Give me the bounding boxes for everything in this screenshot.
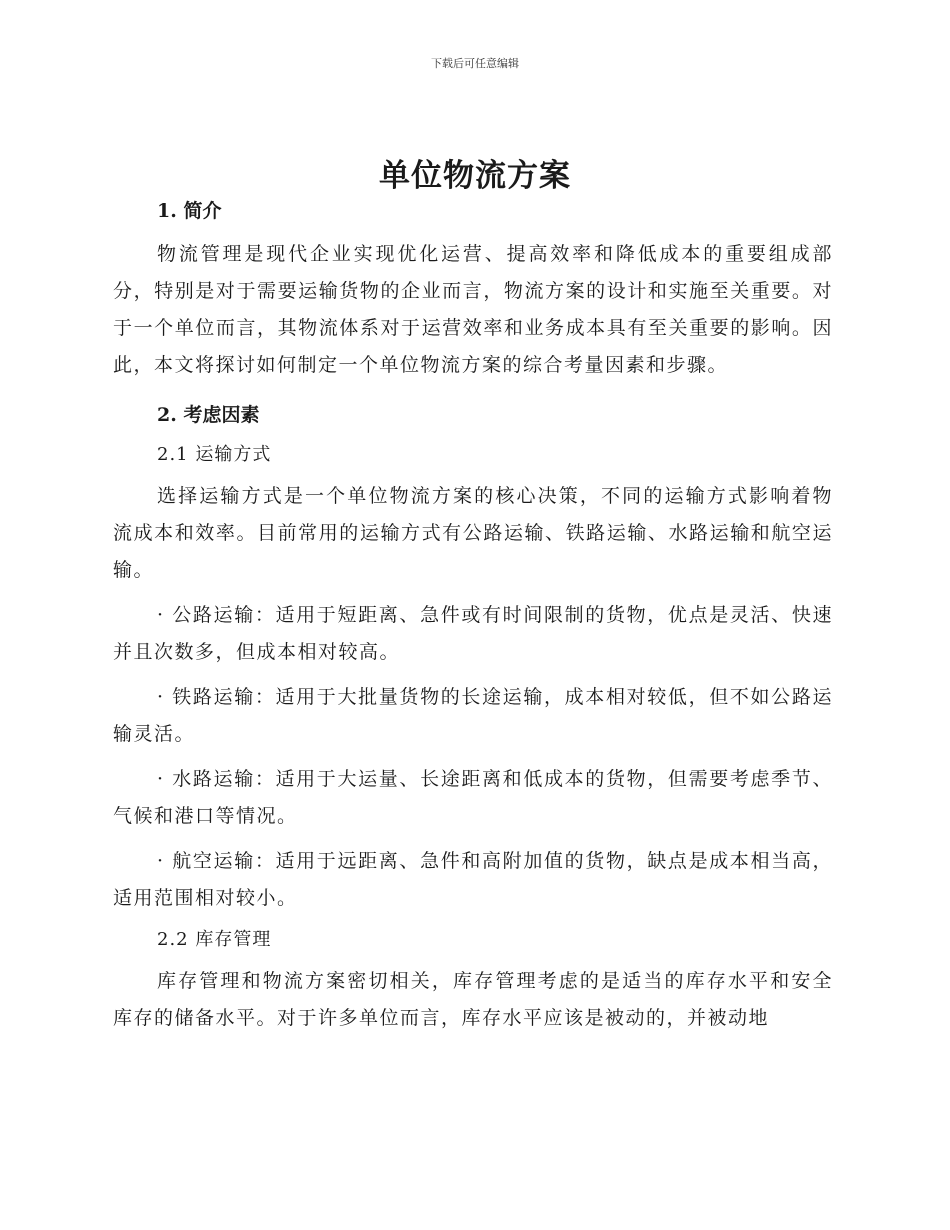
inventory-paragraph: 库存管理和物流方案密切相关，库存管理考虑的是适当的库存水平和安全库存的储备水平。对于许多单位而言，库存水平应该是被动的，并被动地 xyxy=(113,970,833,1029)
document-body xyxy=(113,196,833,1045)
subsection-heading-transport: 2.1 运输方式 xyxy=(157,444,272,465)
bullet-rail: · 铁路运输：适用于大批量货物的长途运输，成本相对较低，但不如公路运输灵活。 xyxy=(113,686,833,745)
bullet-water: · 水路运输：适用于大运量、长途距离和低成本的货物，但需要考虑季节、气候和港口等情况。 xyxy=(113,768,833,827)
intro-paragraph: 物流管理是现代企业实现优化运营、提高效率和降低成本的重要组成部分，特别是对于需要运输货物的企业而言，物流方案的设计和实施至关重要。对于一个单位而言，其物流体系对于运营效率和业务成本具有至关重要的影响。因此，本文将探讨如何制定一个单位物流方案的综合考量因素和步骤。 xyxy=(113,243,833,376)
bullet-road: · 公路运输：适用于短距离、急件或有时间限制的货物，优点是灵活、快速并且次数多，但成本相对较高。 xyxy=(113,604,833,663)
subsection-heading-inventory: 2.2 库存管理 xyxy=(157,929,272,950)
section-heading-intro: 1. 简介 xyxy=(157,200,222,222)
transport-paragraph: 选择运输方式是一个单位物流方案的核心决策，不同的运输方式影响着物流成本和效率。目前常用的运输方式有公路运输、铁路运输、水路运输和航空运输。 xyxy=(113,485,833,581)
header-note: 下载后可任意编辑 xyxy=(431,57,519,70)
bullet-air: · 航空运输：适用于远距离、急件和高附加值的货物，缺点是成本相当高，适用范围相对较小。 xyxy=(113,850,833,909)
section-heading-factors: 2. 考虑因素 xyxy=(157,404,260,426)
document-title: 单位物流方案 xyxy=(379,158,571,194)
